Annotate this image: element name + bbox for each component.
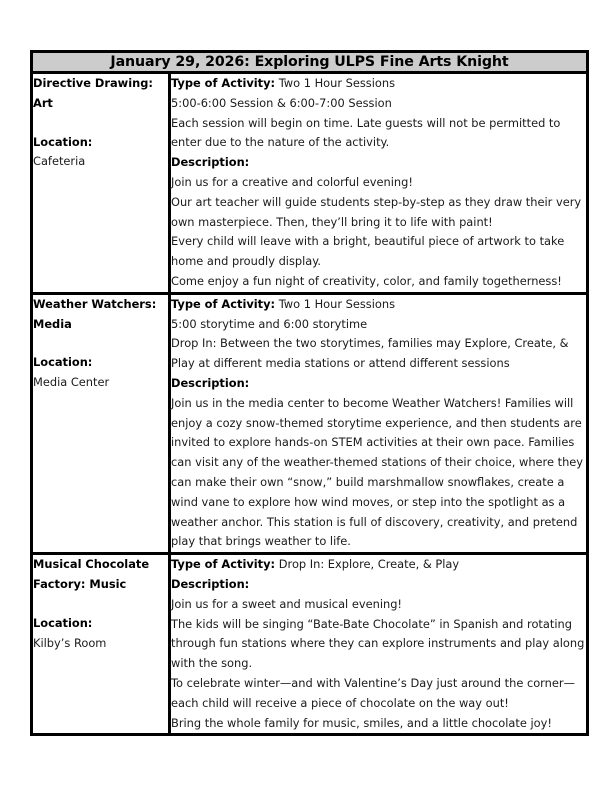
description-line: To celebrate winter—and with Valentine’s Day just around the corner—each child will receive a piece of chocolate on the way out! bbox=[171, 675, 575, 710]
table-row bbox=[32, 293, 588, 553]
location-value: Kilby’s Room bbox=[33, 635, 107, 650]
activity-detail-line: Drop In: Between the two storytimes, families may Explore, Create, & Play at different media stations or attend different sessions bbox=[171, 336, 569, 371]
activity-detail-cell bbox=[170, 293, 588, 553]
activity-type-line bbox=[171, 555, 586, 575]
page-title: January 29, 2026: Exploring ULPS Fine Arts Knight bbox=[110, 54, 509, 70]
activity-type-value: Drop In: Explore, Create, & Play bbox=[278, 557, 460, 572]
description-label: Description: bbox=[171, 375, 250, 390]
activity-type-label: Type of Activity: bbox=[171, 557, 276, 572]
location-label: Location: bbox=[33, 134, 93, 149]
description-label: Description: bbox=[171, 576, 250, 591]
activity-detail-cell bbox=[170, 73, 588, 294]
location-value: Media Center bbox=[33, 375, 110, 390]
spacer bbox=[33, 114, 168, 133]
spacer bbox=[33, 334, 168, 353]
activity-type-value: Two 1 Hour Sessions bbox=[278, 76, 396, 90]
description-line: The kids will be singing “Bate-Bate Chocolate” in Spanish and rotating through fun stations where they can explore instruments and play along with the song. bbox=[171, 616, 585, 671]
description-label: Description: bbox=[171, 155, 250, 170]
activity-detail-line: 5:00-6:00 Session & 6:00-7:00 Session bbox=[171, 95, 392, 110]
description-line: Every child will leave with a bright, beautiful piece of artwork to take home and proudly display. bbox=[171, 234, 565, 269]
location-value: Cafeteria bbox=[33, 154, 86, 169]
activity-type-label: Type of Activity: bbox=[171, 76, 276, 90]
activity-info-cell bbox=[32, 73, 170, 294]
description-line: Come enjoy a fun night of creativity, color, and family togetherness! bbox=[171, 273, 562, 288]
description-line: Join us for a sweet and musical evening! bbox=[171, 596, 402, 611]
activity-info-cell bbox=[32, 554, 170, 735]
activity-info-cell bbox=[32, 293, 170, 553]
event-schedule-table bbox=[30, 50, 589, 736]
table-row bbox=[32, 554, 588, 735]
table-row bbox=[32, 73, 588, 294]
location-label: Location: bbox=[33, 615, 93, 630]
activity-title: Directive Drawing: Art bbox=[33, 76, 153, 110]
activity-type-label: Type of Activity: bbox=[171, 296, 276, 311]
description-line: Join us in the media center to become Weather Watchers! Families will enjoy a cozy snow-themed storytime experience, and then students are invited to explore hands-on STEM activities at their own pace. Families can visit any of the weather-themed stations of their choice, where they can make their own “snow,” build marshmallow snowflakes, create a wind vane to explore how wind moves, or step into the spotlight as a weather anchor. This station is full of discovery, creativity, and pretend play that brings weather to life. bbox=[171, 395, 584, 549]
activity-detail-line: 5:00 storytime and 6:00 storytime bbox=[171, 316, 368, 331]
activity-type-line bbox=[171, 74, 586, 94]
spacer bbox=[33, 595, 168, 614]
description-line: Our art teacher will guide students step-by-step as they draw their very own masterpiece. Then, they’ll bring it to life with paint! bbox=[171, 194, 582, 229]
activity-type-line bbox=[171, 295, 586, 315]
activity-detail-line: Each session will begin on time. Late guests will not be permitted to enter due to the nature of the activity. bbox=[171, 115, 561, 150]
table-header-row bbox=[32, 52, 588, 73]
description-line: Join us for a creative and colorful evening! bbox=[171, 174, 413, 189]
activity-type-value: Two 1 Hour Sessions bbox=[278, 296, 396, 311]
location-label: Location: bbox=[33, 355, 93, 370]
activity-title: Musical Chocolate Factory: Music bbox=[33, 557, 150, 591]
activity-title: Weather Watchers: Media bbox=[33, 296, 157, 331]
activity-detail-cell bbox=[170, 554, 588, 735]
description-line: Bring the whole family for music, smiles, and a little chocolate joy! bbox=[171, 715, 552, 730]
header-cell bbox=[32, 52, 588, 73]
